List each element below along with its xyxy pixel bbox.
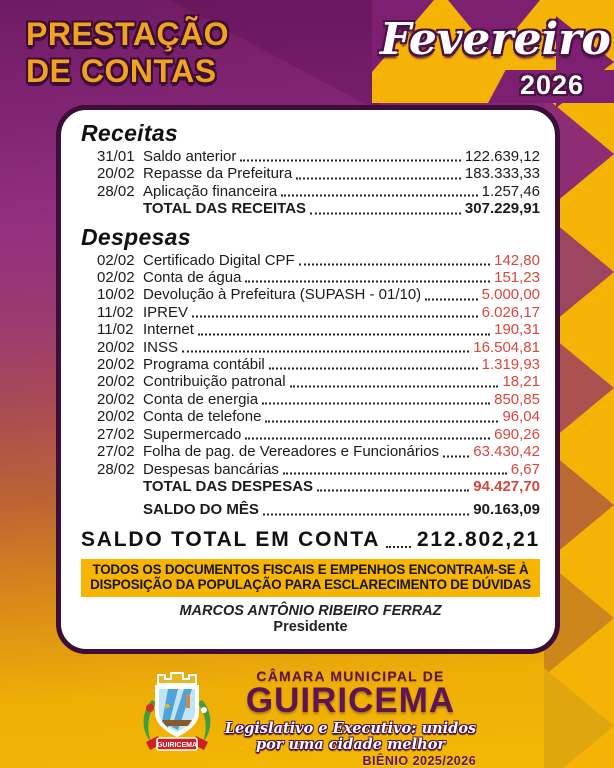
leader-dots bbox=[182, 351, 469, 353]
row-amount: 1.257,46 bbox=[481, 182, 540, 200]
row-date: 28/02 bbox=[97, 460, 135, 478]
saldo-total-label: SALDO TOTAL EM CONTA bbox=[81, 527, 381, 551]
saldo-mes-label: SALDO DO MÊS bbox=[143, 501, 259, 519]
president-role: Presidente bbox=[273, 618, 348, 635]
row-description: Folha de pag. de Vereadores e Funcionários bbox=[143, 443, 440, 461]
revenue-row bbox=[81, 183, 540, 200]
expense-row bbox=[81, 321, 540, 338]
footer-slogan bbox=[225, 721, 476, 753]
row-amount: 190,31 bbox=[494, 321, 540, 339]
row-date: 10/02 bbox=[97, 286, 135, 304]
row-date: 20/02 bbox=[97, 373, 135, 391]
row-description: INSS bbox=[143, 338, 179, 356]
flower-right bbox=[201, 707, 207, 713]
row-date: 20/02 bbox=[97, 356, 135, 374]
row-description: Programa contábil bbox=[143, 356, 265, 374]
year-label: 2026 bbox=[519, 70, 585, 100]
revenue-row bbox=[81, 148, 540, 165]
row-date: 20/02 bbox=[97, 408, 135, 426]
row-amount: 183.333,33 bbox=[464, 165, 540, 183]
receitas-rows bbox=[81, 148, 540, 200]
row-description: Repasse da Prefeitura bbox=[143, 165, 293, 183]
expense-row bbox=[81, 339, 540, 356]
row-date: 02/02 bbox=[97, 269, 135, 287]
leader-dots bbox=[299, 264, 490, 266]
leader-dots bbox=[240, 160, 461, 162]
row-amount: 5.000,00 bbox=[481, 286, 540, 304]
leader-dots bbox=[310, 212, 461, 214]
despesas-total-value: 94.427,70 bbox=[473, 477, 540, 495]
leader-dots bbox=[290, 385, 499, 387]
statement-card bbox=[56, 105, 560, 654]
receitas-heading: Receitas bbox=[81, 120, 179, 146]
footer-text-block bbox=[225, 668, 476, 768]
leader-dots bbox=[317, 490, 469, 492]
row-amount: 96,04 bbox=[502, 408, 540, 426]
fiscal-notice-line2: DISPOSIÇÃO DA POPULAÇÃO PARA ESCLARECIMENTO DE DÚVIDAS bbox=[90, 577, 531, 593]
row-description: Conta de água bbox=[143, 269, 242, 287]
ribbon-text: GUIRICEMA bbox=[156, 742, 197, 749]
footer-slogan-line1: Legislativo e Executivo: unidos bbox=[224, 720, 477, 737]
fiscal-notice bbox=[81, 559, 540, 597]
branch-right bbox=[197, 700, 210, 742]
row-description: Despesas bancárias bbox=[143, 460, 279, 478]
row-description: Supermercado bbox=[143, 425, 242, 443]
receitas-total-value: 307.229,91 bbox=[464, 200, 540, 218]
row-amount: 6.026,17 bbox=[481, 303, 540, 321]
fiscal-notice-line1: TODOS OS DOCUMENTOS FISCAIS E EMPENHOS ENCONTRAM-SE À bbox=[92, 561, 529, 577]
footer-org-line1: CÂMARA MUNICIPAL DE bbox=[256, 668, 445, 684]
row-amount: 850,85 bbox=[494, 390, 540, 408]
despesas-total-label: TOTAL DAS DESPESAS bbox=[143, 477, 314, 495]
row-description: Conta de energia bbox=[143, 390, 259, 408]
row-description: Internet bbox=[143, 321, 194, 339]
footer-org-line2: GUIRICEMA bbox=[245, 681, 456, 720]
expense-row bbox=[81, 391, 540, 408]
row-amount: 142,80 bbox=[494, 251, 540, 269]
leader-dots bbox=[265, 420, 498, 422]
row-date: 28/02 bbox=[97, 182, 135, 200]
page-title-line2: DE CONTAS bbox=[26, 53, 217, 89]
leader-dots bbox=[296, 177, 461, 179]
leader-dots bbox=[281, 195, 477, 197]
president-name: MARCOS ANTÔNIO RIBEIRO FERRAZ bbox=[179, 602, 442, 619]
despesas-total-row bbox=[81, 478, 540, 495]
row-description: Certificado Digital CPF bbox=[143, 251, 295, 269]
saldo-mes-value: 90.163,09 bbox=[473, 501, 540, 519]
row-description: Conta de telefone bbox=[143, 408, 262, 426]
row-amount: 18,21 bbox=[502, 373, 540, 391]
expense-row bbox=[81, 426, 540, 443]
leader-dots bbox=[192, 316, 478, 318]
footer-biennium: BIÊNIO 2025/2026 bbox=[362, 754, 477, 768]
receitas-total-row bbox=[81, 200, 540, 217]
row-amount: 122.639,12 bbox=[464, 148, 540, 165]
leader-dots bbox=[262, 403, 490, 405]
row-date: 20/02 bbox=[97, 338, 135, 356]
receitas-total-label: TOTAL DAS RECEITAS bbox=[143, 200, 307, 218]
leader-dots bbox=[269, 368, 478, 370]
leader-dots bbox=[245, 438, 490, 440]
row-description: Saldo anterior bbox=[143, 148, 237, 165]
row-date: 11/02 bbox=[97, 321, 134, 339]
saldo-total-value: 212.802,21 bbox=[416, 527, 540, 551]
expense-row bbox=[81, 304, 540, 321]
leader-dots bbox=[283, 472, 507, 474]
expense-row bbox=[81, 286, 540, 303]
row-description: IPREV bbox=[143, 303, 189, 321]
crown bbox=[158, 673, 196, 684]
row-date: 27/02 bbox=[97, 425, 135, 443]
footer bbox=[0, 668, 614, 768]
leader-dots bbox=[245, 281, 490, 283]
shield-base bbox=[162, 720, 192, 726]
leader-dots bbox=[425, 298, 477, 300]
month-label: Fevereiro bbox=[380, 14, 611, 65]
row-amount: 63.430,42 bbox=[473, 443, 540, 461]
row-amount: 6,67 bbox=[510, 460, 540, 478]
row-date: 27/02 bbox=[97, 443, 135, 461]
row-date: 02/02 bbox=[97, 251, 135, 269]
flower-left bbox=[146, 704, 154, 712]
expense-row bbox=[81, 408, 540, 425]
coat-of-arms bbox=[138, 668, 216, 762]
expense-row bbox=[81, 356, 540, 373]
expense-row bbox=[81, 443, 540, 460]
expense-row bbox=[81, 373, 540, 390]
leader-dots bbox=[386, 546, 411, 548]
saldo-total-row bbox=[81, 528, 540, 552]
row-amount: 690,26 bbox=[494, 425, 540, 443]
row-description: Devolução à Prefeitura (SUPASH - 01/10) bbox=[143, 286, 422, 304]
leader-dots bbox=[198, 333, 490, 335]
row-date: 20/02 bbox=[97, 165, 135, 183]
row-amount: 16.504,81 bbox=[473, 338, 540, 356]
page-title bbox=[26, 16, 229, 90]
leader-dots bbox=[443, 455, 469, 457]
despesas-rows bbox=[81, 252, 540, 478]
row-date: 11/02 bbox=[97, 303, 134, 321]
row-amount: 151,23 bbox=[494, 269, 540, 287]
despesas-heading: Despesas bbox=[81, 223, 191, 250]
row-description: Aplicação financeira bbox=[143, 182, 278, 200]
saldo-mes-row bbox=[81, 501, 540, 518]
page-title-line1: PRESTAÇÃO bbox=[26, 16, 230, 52]
row-date: 20/02 bbox=[97, 390, 135, 408]
row-description: Contribuição patronal bbox=[143, 373, 286, 391]
expense-row bbox=[81, 252, 540, 269]
row-date: 31/01 bbox=[97, 148, 135, 165]
revenue-row bbox=[81, 165, 540, 182]
expense-row bbox=[81, 461, 540, 478]
expense-row bbox=[81, 269, 540, 286]
row-amount: 1.319,93 bbox=[481, 356, 540, 374]
footer-slogan-line2: por uma cidade melhor bbox=[255, 736, 446, 753]
shield-figure bbox=[186, 694, 190, 708]
leader-dots bbox=[263, 513, 469, 515]
